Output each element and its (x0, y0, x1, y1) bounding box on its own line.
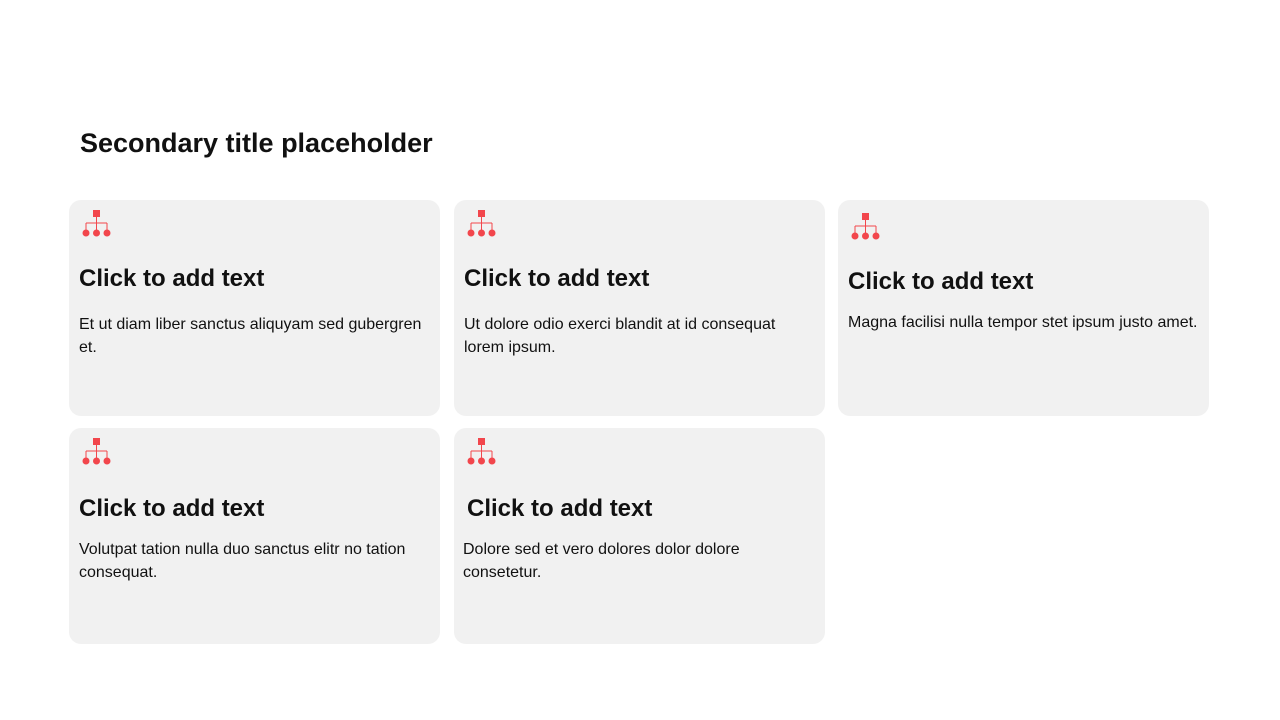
org-chart-icon (467, 210, 497, 238)
org-chart-icon (82, 438, 112, 466)
card-heading[interactable]: Click to add text (79, 495, 265, 522)
card-heading[interactable]: Click to add text (464, 265, 650, 292)
content-card[interactable] (454, 428, 825, 644)
card-body-text[interactable]: Volutpat tation nulla duo sanctus elitr no tation consequat. (79, 541, 406, 581)
card-body-text[interactable]: Magna facilisi nulla tempor stet ipsum justo amet. (848, 314, 1198, 331)
slide-title[interactable]: Secondary title placeholder (80, 128, 433, 158)
card-body-text[interactable]: Et ut diam liber sanctus aliquyam sed gubergren et. (79, 316, 422, 356)
content-card[interactable] (69, 428, 440, 644)
card-heading[interactable]: Click to add text (79, 265, 265, 292)
content-card[interactable] (69, 200, 440, 416)
card-heading[interactable]: Click to add text (848, 268, 1034, 295)
card-body-text[interactable]: Ut dolore odio exerci blandit at id consequat lorem ipsum. (464, 316, 776, 356)
content-card[interactable] (838, 200, 1209, 416)
card-heading[interactable]: Click to add text (467, 495, 653, 522)
content-card[interactable] (454, 200, 825, 416)
org-chart-icon (82, 210, 112, 238)
org-chart-icon (851, 213, 881, 241)
card-body-text[interactable]: Dolore sed et vero dolores dolor dolore consetetur. (463, 541, 740, 581)
org-chart-icon (467, 438, 497, 466)
